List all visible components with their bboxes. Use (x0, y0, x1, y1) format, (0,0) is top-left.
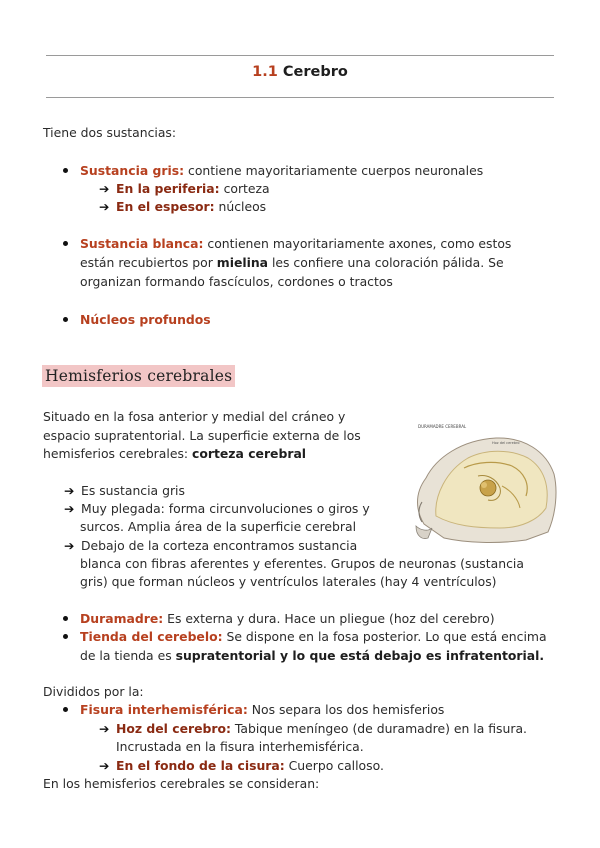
bullet-icon (63, 707, 68, 712)
arrow-item-2-cont: surcos. Amplia área de la superficie cerebral (80, 519, 357, 534)
fisura-text: Nos separa los dos hemisferios (247, 702, 445, 717)
tienda-bold: supratentorial y lo que está debajo es infratentorial. (175, 648, 545, 663)
arrow-icon: ➔ (64, 501, 75, 516)
bottom-rule (46, 97, 554, 98)
blanca-line-3: organizan formando fascículos, cordones o tractos (80, 274, 393, 289)
title-text: Cerebro (282, 64, 348, 80)
gris-item (80, 161, 483, 180)
situado-line-2: espacio supratentorial. La superficie externa de los (43, 428, 361, 443)
arrow-item-2 (64, 499, 370, 518)
final-text: En los hemisferios cerebrales se consideran: (43, 776, 320, 791)
blanca-line-2 (80, 253, 504, 272)
fondo-item (99, 756, 384, 775)
blanca-label: Sustancia blanca: (80, 236, 204, 251)
gris-text: contiene mayoritariamente cuerpos neuronales (184, 163, 484, 178)
fondo-label: En el fondo de la cisura: (116, 758, 285, 773)
situado-line-3 (43, 444, 306, 463)
arrow-item-1 (64, 481, 185, 500)
nucleos-label: Núcleos profundos (80, 312, 211, 327)
fisura-label: Fisura interhemisférica: (80, 702, 248, 717)
bullet-icon (63, 168, 68, 173)
bullet-icon (63, 616, 68, 621)
arrow-icon: ➔ (99, 181, 110, 196)
blanca-line2-start: están recubiertos por (80, 255, 217, 270)
section-heading: Hemisferios cerebrales (42, 365, 235, 387)
divididos-text: Divididos por la: (43, 684, 144, 699)
tienda-line2-start: de la tienda es (80, 648, 176, 663)
hoz-text: Tabique meníngeo (de duramadre) en la fisura. (230, 721, 527, 736)
bullet-icon (63, 317, 68, 322)
arrow-item-2-text: Muy plegada: forma circunvoluciones o giros y (81, 501, 370, 516)
blanca-text: contienen mayoritariamente axones, como estos (203, 236, 512, 251)
hoz-label: Hoz del cerebro: (116, 721, 231, 736)
duramadre-text: Es externa y dura. Hace un pliegue (hoz del cerebro) (163, 611, 495, 626)
duramadre-label: Duramadre: (80, 611, 164, 626)
arrow-icon: ➔ (64, 538, 75, 553)
periferia-text: corteza (219, 181, 270, 196)
situado-line3-start: hemisferios cerebrales: (43, 446, 193, 461)
bullet-icon (63, 634, 68, 639)
duramadre-item (80, 609, 495, 628)
espesor-label: En el espesor: (116, 199, 215, 214)
corteza-term: corteza cerebral (192, 446, 307, 461)
figure-label: Hoz del cerebro (492, 441, 520, 445)
tienda-line-2 (80, 646, 544, 665)
periferia-label: En la periferia: (116, 181, 220, 196)
title-number: 1.1 (252, 64, 278, 80)
arrow-icon: ➔ (99, 721, 110, 736)
arrow-icon: ➔ (99, 758, 110, 773)
tienda-item (80, 627, 547, 646)
top-rule (46, 55, 554, 56)
arrow-item-3-cont-2: gris) que forman núcleos y ventrículos laterales (hay 4 ventrículos) (80, 574, 497, 589)
hoz-item (99, 719, 527, 738)
intro-text: Tiene dos sustancias: (43, 125, 177, 140)
arrow-item-3-text: Debajo de la corteza encontramos sustancia (81, 538, 358, 553)
gris-sub-2 (99, 197, 266, 216)
arrow-item-3-cont-1: blanca con fibras aferentes y eferentes. Grupos de neuronas (sustancia (80, 556, 524, 571)
blanca-line-1 (80, 234, 511, 253)
gris-label: Sustancia gris: (80, 163, 185, 178)
page-title (0, 64, 600, 80)
brain-illustration (406, 416, 558, 544)
gris-sub-1 (99, 179, 270, 198)
arrow-item-3 (64, 536, 357, 555)
arrow-item-1-text: Es sustancia gris (81, 483, 185, 498)
arrow-icon: ➔ (99, 199, 110, 214)
arrow-icon: ➔ (64, 483, 75, 498)
hoz-line-2: Incrustada en la fisura interhemisférica. (116, 739, 364, 754)
fisura-item (80, 700, 444, 719)
tienda-label: Tienda del cerebelo: (80, 629, 223, 644)
fondo-text: Cuerpo calloso. (284, 758, 384, 773)
mielina-term: mielina (216, 255, 269, 270)
bullet-icon (63, 241, 68, 246)
figure-caption: DURAMADRE CEREBRAL (418, 424, 467, 429)
tienda-text: Se dispone en la fosa posterior. Lo que está encima (222, 629, 547, 644)
blanca-line2-end: les confiere una coloración pálida. Se (268, 255, 504, 270)
espesor-text: núcleos (214, 199, 267, 214)
situado-line-1: Situado en la fosa anterior y medial del cráneo y (43, 409, 346, 424)
